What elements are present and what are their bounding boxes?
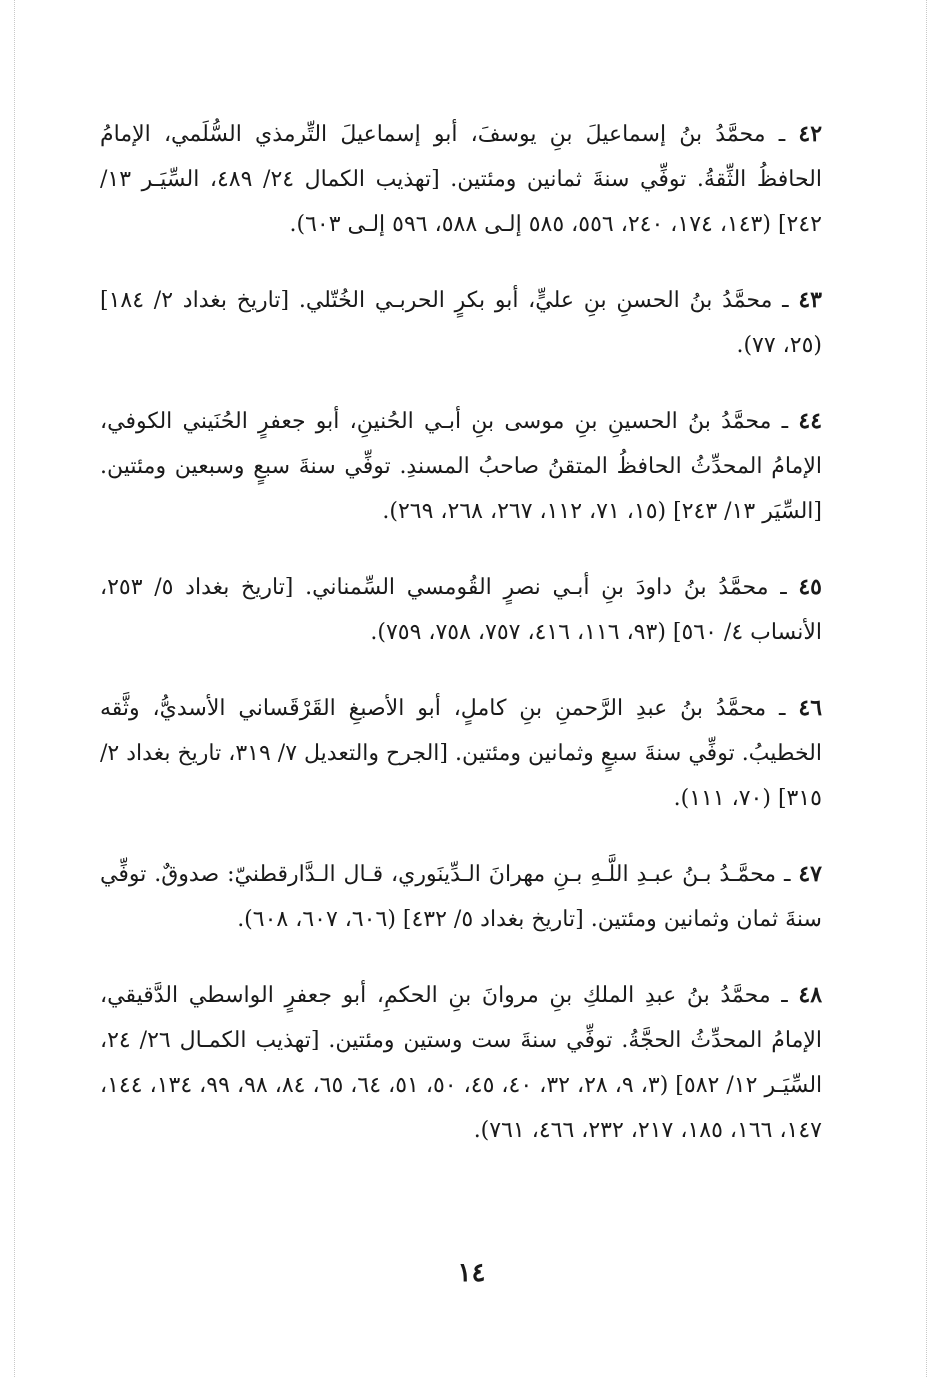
entry-dash: ـ bbox=[778, 122, 786, 147]
entry-dash: ـ bbox=[781, 409, 789, 434]
entry-number: ٤٢ bbox=[798, 121, 823, 147]
entry-number: ٤٨ bbox=[798, 982, 823, 1008]
biography-entry-43 bbox=[100, 278, 822, 368]
entry-number: ٤٤ bbox=[798, 408, 823, 434]
entry-text: محمَّدُ بنُ داودَ بنِ أبـي نصرٍ القُومسي السِّمناني. [تاريخ بغداد ٥/ ٢٥٣، الأنساب ٤/ ٥٦٠] (٩٣، ١١٦، ٤١٦، ٧٥٧، ٧٥٨، ٧٥٩). bbox=[100, 575, 822, 645]
entry-text: محمَّدُ بنُ الحسينِ بنِ موسى بنِ أبـي الحُنينِ، أبو جعفرٍ الحُنَيني الكوفي، الإمامُ المحدِّثُ الحافظُ المتقنُ صاحبُ المسندِ. توفِّي سنةَ سبعٍ وسبعين ومئتين. [السِّيَر ١٣/ ٢٤٣] (١٥، ٧١، ١١٢، ٢٦٧، ٢٦٨، ٢٦٩). bbox=[100, 409, 822, 524]
entry-number: ٤٧ bbox=[798, 861, 822, 887]
entry-number: ٤٦ bbox=[798, 695, 823, 721]
entry-text: محمَّدُ بنُ عبدِ الرَّحمنِ بنِ كاملٍ، أبو الأصبغِ القَرْقَساني الأسديُّ، وثَّقه الخطيبُ. توفِّي سنةَ سبعٍ وثمانين ومئتين. [الجرح والتعديل ٧/ ٣١٩، تاريخ بغداد ٢/ ٣١٥] (٧٠، ١١١). bbox=[100, 696, 822, 811]
biography-entry-48 bbox=[100, 973, 822, 1153]
entry-dash: ـ bbox=[783, 862, 791, 887]
biography-entry-46 bbox=[100, 686, 822, 821]
entry-dash: ـ bbox=[781, 983, 788, 1008]
biography-entry-47 bbox=[100, 852, 822, 942]
entry-text: محمَّدُ بنُ الحسنِ بنِ عليٍّ، أبو بكرٍ الحربـي الخُتّلي. [تاريخ بغداد ٢/ ١٨٤] (٢٥، ٧٧). bbox=[100, 288, 822, 358]
page-edge-left bbox=[14, 0, 15, 1377]
biography-entry-45 bbox=[100, 565, 822, 655]
biography-entry-44 bbox=[100, 399, 822, 534]
entry-text: محمَّدُ بنُ إسماعيلَ بنِ يوسفَ، أبو إسماعيلَ التِّرمذي السُّلَمي، الإمامُ الحافظُ الثِّقةُ. توفِّي سنةَ ثمانين ومئتين. [تهذيب الكمال ٢٤/ ٤٨٩، السِّيَـر ١٣/ ٢٤٢] (١٤٣، ١٧٤، ٢٤٠، ٥٥٦، ٥٨٥ إلـى ٥٨٨، ٥٩٦ إلـى ٦٠٣). bbox=[100, 122, 822, 237]
entry-dash: ـ bbox=[779, 696, 786, 721]
biography-entry-42 bbox=[100, 112, 822, 247]
entry-dash: ـ bbox=[780, 575, 787, 600]
page-edge-right bbox=[926, 0, 927, 1377]
entry-number: ٤٣ bbox=[798, 287, 822, 313]
entry-number: ٤٥ bbox=[798, 574, 822, 600]
page-number: ١٤ bbox=[457, 1258, 486, 1288]
entry-text: محمَّـدُ بـنُ عبـدِ اللَّـهِ بـنِ مهرانَ الـدِّينَوري، قـال الـدَّارقطنيّ: صدوقٌ. توفِّي سنةَ ثمان وثمانين ومئتين. [تاريخ بغداد ٥/ ٤٣٢] (٦٠٦، ٦٠٧، ٦٠٨). bbox=[100, 862, 822, 932]
entry-dash: ـ bbox=[782, 288, 789, 313]
entry-text: محمَّدُ بنُ عبدِ الملكِ بنِ مروانَ بنِ الحكمِ، أبو جعفرٍ الواسطي الدَّقيقي، الإمامُ المحدِّثُ الحجَّةُ. توفِّي سنةَ ست وستين ومئتين. [تهذيب الكمـال ٢٦/ ٢٤، السِّيَـر ١٢/ ٥٨٢] (٣، ٩، ٢٨، ٣٢، ٤٠، ٤٥، ٥٠، ٥١، ٦٤، ٦٥، ٨٤، ٩٨، ٩٩، ١٣٤، ١٤٤، ١٤٧، ١٦٦، ١٨٥، ٢١٧، ٢٣٢، ٤٦٦، ٧٦١). bbox=[100, 983, 823, 1143]
entry-list bbox=[100, 112, 822, 1184]
